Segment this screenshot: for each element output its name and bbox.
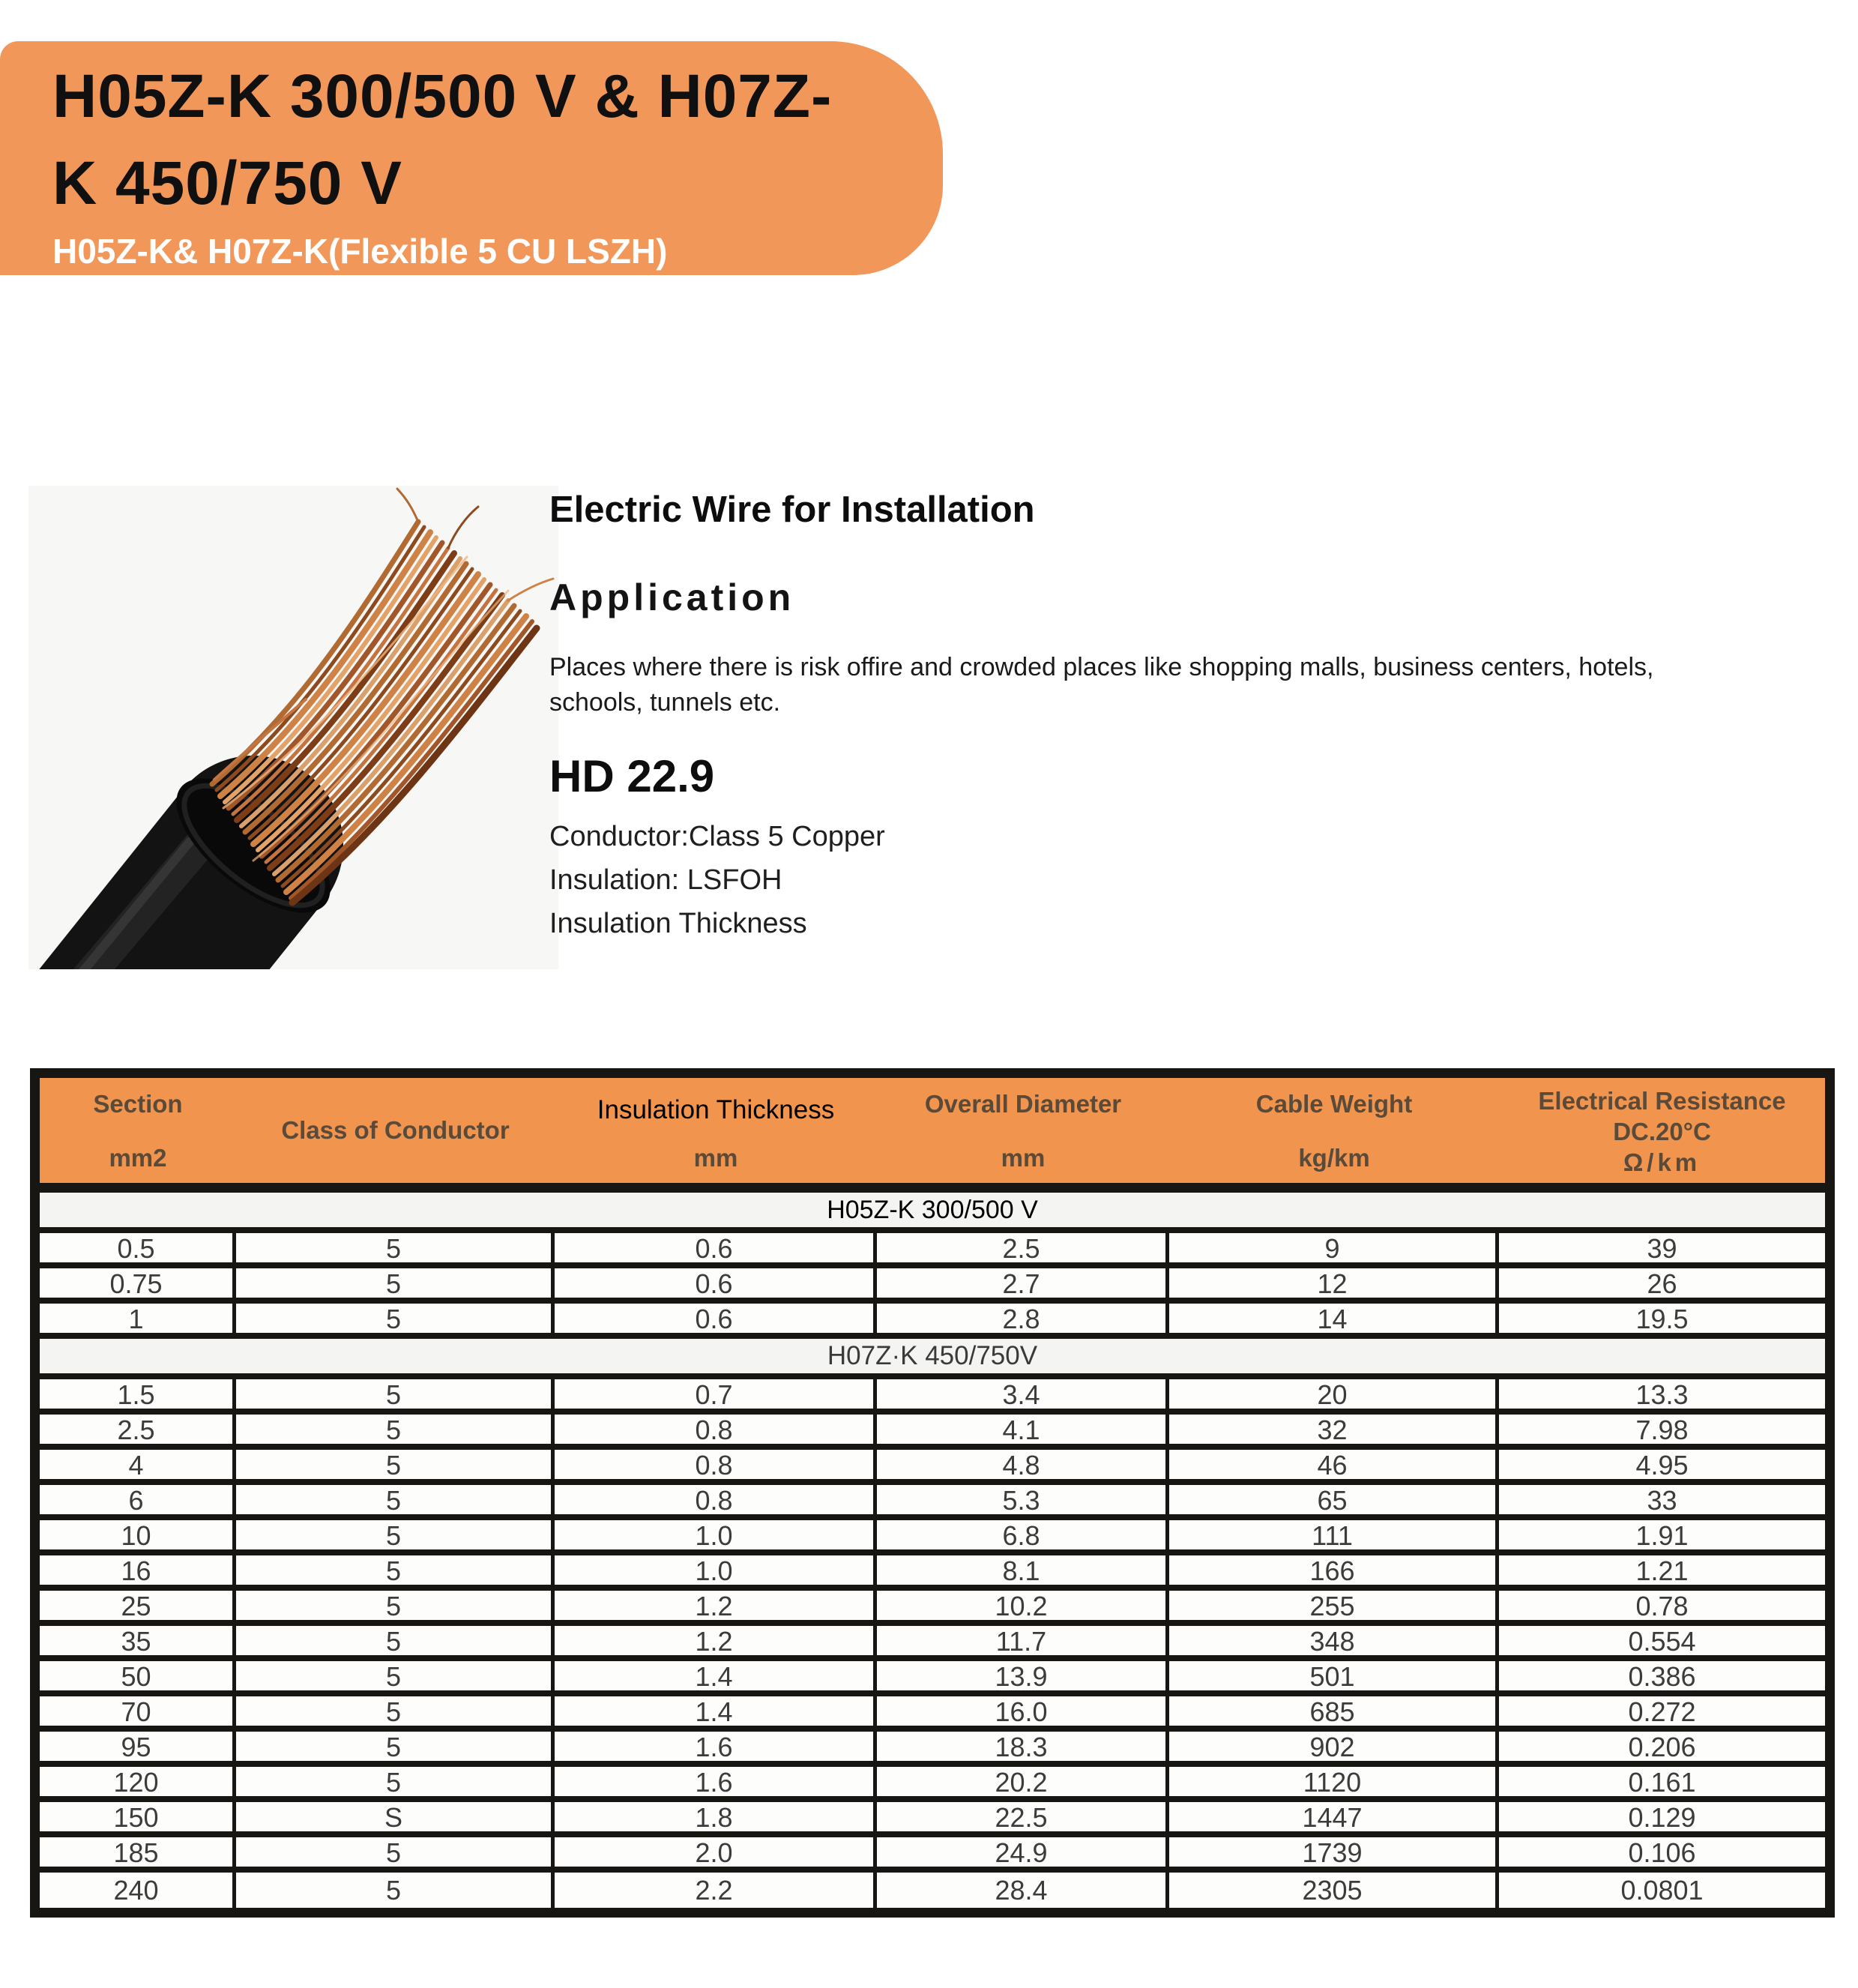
cell-overall-diameter: 4.8 — [877, 1450, 1169, 1481]
cell-section-mm2: 2.5 — [40, 1415, 236, 1446]
table-row — [40, 1802, 1825, 1837]
cell-section-mm2: 150 — [40, 1802, 236, 1834]
page-subtitle: H05Z-K& H07Z-K(Flexible 5 CU LSZH) — [52, 232, 668, 271]
cable-photo — [28, 486, 558, 969]
section-heading: Electric Wire for Installation — [549, 490, 1035, 530]
col-header-resistance-unit: Ω/km — [1623, 1148, 1701, 1176]
cell-electrical-resistance: 1.91 — [1635, 1520, 1689, 1551]
cell-cable-weight: 32 — [1169, 1415, 1499, 1446]
table-row — [40, 1591, 1825, 1626]
cell-electrical-resistance: 4.95 — [1635, 1450, 1689, 1481]
col-header-insulation-unit: mm — [693, 1144, 738, 1172]
cell-insulation-thickness: 1.6 — [555, 1767, 877, 1798]
cell-section-mm2: 0.5 — [40, 1233, 236, 1265]
cell-overall-diameter: 24.9 — [877, 1837, 1169, 1869]
cell-electrical-resistance: 0.272 — [1628, 1696, 1696, 1727]
cell-insulation-thickness: 1.2 — [555, 1626, 877, 1657]
spec-line: Conductor:Class 5 Copper — [549, 821, 885, 852]
cell-class-of-conductor: 5 — [236, 1661, 555, 1693]
cell-electrical-resistance: 0.106 — [1628, 1837, 1696, 1868]
spec-line: Insulation: LSFOH — [549, 864, 782, 896]
table-row — [40, 1485, 1825, 1520]
cell-class-of-conductor: 5 — [236, 1767, 555, 1798]
standard-heading: HD 22.9 — [549, 751, 715, 801]
table-row — [40, 1520, 1825, 1555]
cell-class-of-conductor: 5 — [236, 1520, 555, 1552]
cell-insulation-thickness: 1.0 — [555, 1520, 877, 1552]
cell-insulation-thickness: 0.8 — [555, 1415, 877, 1446]
table-row — [40, 1450, 1825, 1485]
table-row — [40, 1304, 1825, 1339]
cell-cable-weight: 2305 — [1169, 1873, 1499, 1908]
cell-section-mm2: 10 — [40, 1520, 236, 1552]
cell-insulation-thickness: 0.6 — [555, 1304, 877, 1335]
col-header-resistance-condition: DC.20°C — [1613, 1118, 1711, 1145]
cell-section-mm2: 70 — [40, 1696, 236, 1728]
cell-class-of-conductor: 5 — [236, 1304, 555, 1335]
cell-cable-weight: 348 — [1169, 1626, 1499, 1657]
cell-insulation-thickness: 1.4 — [555, 1661, 877, 1693]
col-header-insulation — [555, 1078, 877, 1183]
table-row — [40, 1379, 1825, 1415]
application-text-line2: schools, tunnels etc. — [549, 688, 781, 717]
cell-overall-diameter: 22.5 — [877, 1802, 1169, 1834]
cell-overall-diameter: 28.4 — [877, 1873, 1169, 1908]
cell-electrical-resistance: 0.129 — [1628, 1802, 1696, 1833]
cell-overall-diameter: 4.1 — [877, 1415, 1169, 1446]
col-header-insulation-label: Insulation Thickness — [597, 1095, 835, 1124]
cell-class-of-conductor: 5 — [236, 1233, 555, 1265]
cell-electrical-resistance: 39 — [1647, 1233, 1677, 1264]
cell-class-of-conductor: 5 — [236, 1591, 555, 1622]
cell-cable-weight: 12 — [1169, 1268, 1499, 1300]
cell-electrical-resistance: 33 — [1647, 1485, 1677, 1516]
cell-section-mm2: 185 — [40, 1837, 236, 1869]
cell-section-mm2: 95 — [40, 1732, 236, 1763]
cell-overall-diameter: 8.1 — [877, 1555, 1169, 1587]
cell-overall-diameter: 13.9 — [877, 1661, 1169, 1693]
cell-section-mm2: 35 — [40, 1626, 236, 1657]
cell-electrical-resistance: 0.161 — [1628, 1767, 1696, 1798]
cell-electrical-resistance: 0.0801 — [1620, 1874, 1704, 1906]
cell-overall-diameter: 11.7 — [877, 1626, 1169, 1657]
col-header-diameter-label: Overall Diameter — [924, 1090, 1122, 1118]
cell-class-of-conductor: 5 — [236, 1626, 555, 1657]
cell-class-of-conductor: 5 — [236, 1732, 555, 1763]
cell-section-mm2: 1.5 — [40, 1379, 236, 1411]
cell-insulation-thickness: 0.8 — [555, 1450, 877, 1481]
cell-cable-weight: 685 — [1169, 1696, 1499, 1728]
title-banner — [0, 41, 943, 275]
intro-section — [549, 487, 1850, 945]
col-header-weight — [1169, 1078, 1499, 1183]
cell-cable-weight: 1120 — [1169, 1767, 1499, 1798]
cell-overall-diameter: 18.3 — [877, 1732, 1169, 1763]
table-row — [40, 1661, 1825, 1696]
table-row — [40, 1555, 1825, 1591]
cell-class-of-conductor: 5 — [236, 1379, 555, 1411]
cell-cable-weight: 111 — [1169, 1520, 1499, 1552]
cell-cable-weight: 20 — [1169, 1379, 1499, 1411]
table-section-h05z: H05Z-K 300/500 V — [40, 1193, 1825, 1233]
application-text-line1: Places where there is risk offire and crowded places like shopping malls, business centers, hotels, — [549, 653, 1654, 681]
col-header-diameter — [877, 1078, 1169, 1183]
cell-class-of-conductor: 5 — [236, 1873, 555, 1908]
table-row — [40, 1415, 1825, 1450]
spec-line: Insulation Thickness — [549, 908, 807, 939]
cell-section-mm2: 25 — [40, 1591, 236, 1622]
cell-insulation-thickness: 1.6 — [555, 1732, 877, 1763]
cable-illustration — [28, 486, 558, 969]
cell-overall-diameter: 16.0 — [877, 1696, 1169, 1728]
cell-electrical-resistance: 13.3 — [1635, 1379, 1689, 1410]
cell-cable-weight: 46 — [1169, 1450, 1499, 1481]
cell-overall-diameter: 6.8 — [877, 1520, 1169, 1552]
page-title-line2: K 450/750 V — [52, 149, 402, 217]
cell-overall-diameter: 2.8 — [877, 1304, 1169, 1335]
application-text — [549, 650, 1850, 720]
cell-class-of-conductor: S — [236, 1802, 555, 1834]
page-title-line1: H05Z-K 300/500 V & H07Z- — [52, 62, 833, 130]
cell-insulation-thickness: 0.7 — [555, 1379, 877, 1411]
cell-overall-diameter: 3.4 — [877, 1379, 1169, 1411]
cell-class-of-conductor: 5 — [236, 1415, 555, 1446]
col-header-weight-unit: kg/km — [1298, 1144, 1370, 1172]
cell-cable-weight: 501 — [1169, 1661, 1499, 1693]
cell-insulation-thickness: 1.2 — [555, 1591, 877, 1622]
cell-section-mm2: 0.75 — [40, 1268, 236, 1300]
cell-cable-weight: 255 — [1169, 1591, 1499, 1622]
col-header-resistance-label: Electrical Resistance — [1538, 1087, 1786, 1115]
table-row — [40, 1837, 1825, 1873]
cell-insulation-thickness: 0.6 — [555, 1233, 877, 1265]
cell-overall-diameter: 10.2 — [877, 1591, 1169, 1622]
cell-insulation-thickness: 1.8 — [555, 1802, 877, 1834]
cell-insulation-thickness: 2.0 — [555, 1837, 877, 1869]
cell-electrical-resistance: 1.21 — [1635, 1555, 1689, 1586]
cell-class-of-conductor: 5 — [236, 1268, 555, 1300]
cell-electrical-resistance: 0.386 — [1628, 1661, 1696, 1692]
cell-section-mm2: 120 — [40, 1767, 236, 1798]
cell-class-of-conductor: 5 — [236, 1837, 555, 1869]
cell-cable-weight: 9 — [1169, 1233, 1499, 1265]
col-header-section — [40, 1078, 236, 1183]
col-header-section-label: Section — [93, 1090, 183, 1118]
col-header-section-unit: mm2 — [109, 1144, 167, 1172]
cell-class-of-conductor: 5 — [236, 1555, 555, 1587]
cell-insulation-thickness: 2.2 — [555, 1873, 877, 1908]
cell-section-mm2: 50 — [40, 1661, 236, 1693]
cell-class-of-conductor: 5 — [236, 1450, 555, 1481]
table-body-h07z — [40, 1379, 1825, 1908]
cell-overall-diameter: 2.5 — [877, 1233, 1169, 1265]
cell-section-mm2: 6 — [40, 1485, 236, 1516]
cell-insulation-thickness: 0.8 — [555, 1485, 877, 1516]
spec-lines — [549, 815, 1850, 945]
table-section-h07z: H07Z·K 450/750V — [40, 1339, 1825, 1379]
table-row — [40, 1233, 1825, 1268]
cell-electrical-resistance: 0.554 — [1628, 1626, 1696, 1657]
table-row — [40, 1732, 1825, 1767]
table-row — [40, 1626, 1825, 1661]
cell-cable-weight: 14 — [1169, 1304, 1499, 1335]
table-row — [40, 1873, 1825, 1908]
cell-class-of-conductor: 5 — [236, 1485, 555, 1516]
col-header-diameter-unit: mm — [1001, 1144, 1046, 1172]
cell-overall-diameter: 20.2 — [877, 1767, 1169, 1798]
cell-section-mm2: 4 — [40, 1450, 236, 1481]
table-body-h05z — [40, 1233, 1825, 1339]
cell-insulation-thickness: 0.6 — [555, 1268, 877, 1300]
specification-table — [30, 1068, 1835, 1918]
cell-cable-weight: 902 — [1169, 1732, 1499, 1763]
cell-electrical-resistance: 19.5 — [1635, 1304, 1689, 1334]
cell-cable-weight: 1739 — [1169, 1837, 1499, 1869]
cell-overall-diameter: 2.7 — [877, 1268, 1169, 1300]
cell-electrical-resistance: 7.98 — [1635, 1415, 1689, 1445]
table-header — [40, 1078, 1825, 1193]
cell-section-mm2: 1 — [40, 1304, 236, 1335]
cell-insulation-thickness: 1.0 — [555, 1555, 877, 1587]
col-header-weight-label: Cable Weight — [1255, 1090, 1413, 1118]
table-row — [40, 1268, 1825, 1304]
cell-overall-diameter: 5.3 — [877, 1485, 1169, 1516]
cell-electrical-resistance: 0.206 — [1628, 1732, 1696, 1762]
col-header-class — [236, 1078, 555, 1183]
application-heading: Application — [549, 576, 795, 618]
col-header-class-label: Class of Conductor — [281, 1116, 510, 1144]
cell-section-mm2: 240 — [40, 1873, 236, 1908]
table-row — [40, 1696, 1825, 1732]
cell-section-mm2: 16 — [40, 1555, 236, 1587]
cell-insulation-thickness: 1.4 — [555, 1696, 877, 1728]
cell-cable-weight: 166 — [1169, 1555, 1499, 1587]
cell-electrical-resistance: 26 — [1647, 1268, 1677, 1299]
cell-electrical-resistance: 0.78 — [1635, 1591, 1689, 1621]
cell-class-of-conductor: 5 — [236, 1696, 555, 1728]
table-row — [40, 1767, 1825, 1802]
col-header-resistance — [1499, 1078, 1825, 1183]
cell-cable-weight: 1447 — [1169, 1802, 1499, 1834]
cell-cable-weight: 65 — [1169, 1485, 1499, 1516]
